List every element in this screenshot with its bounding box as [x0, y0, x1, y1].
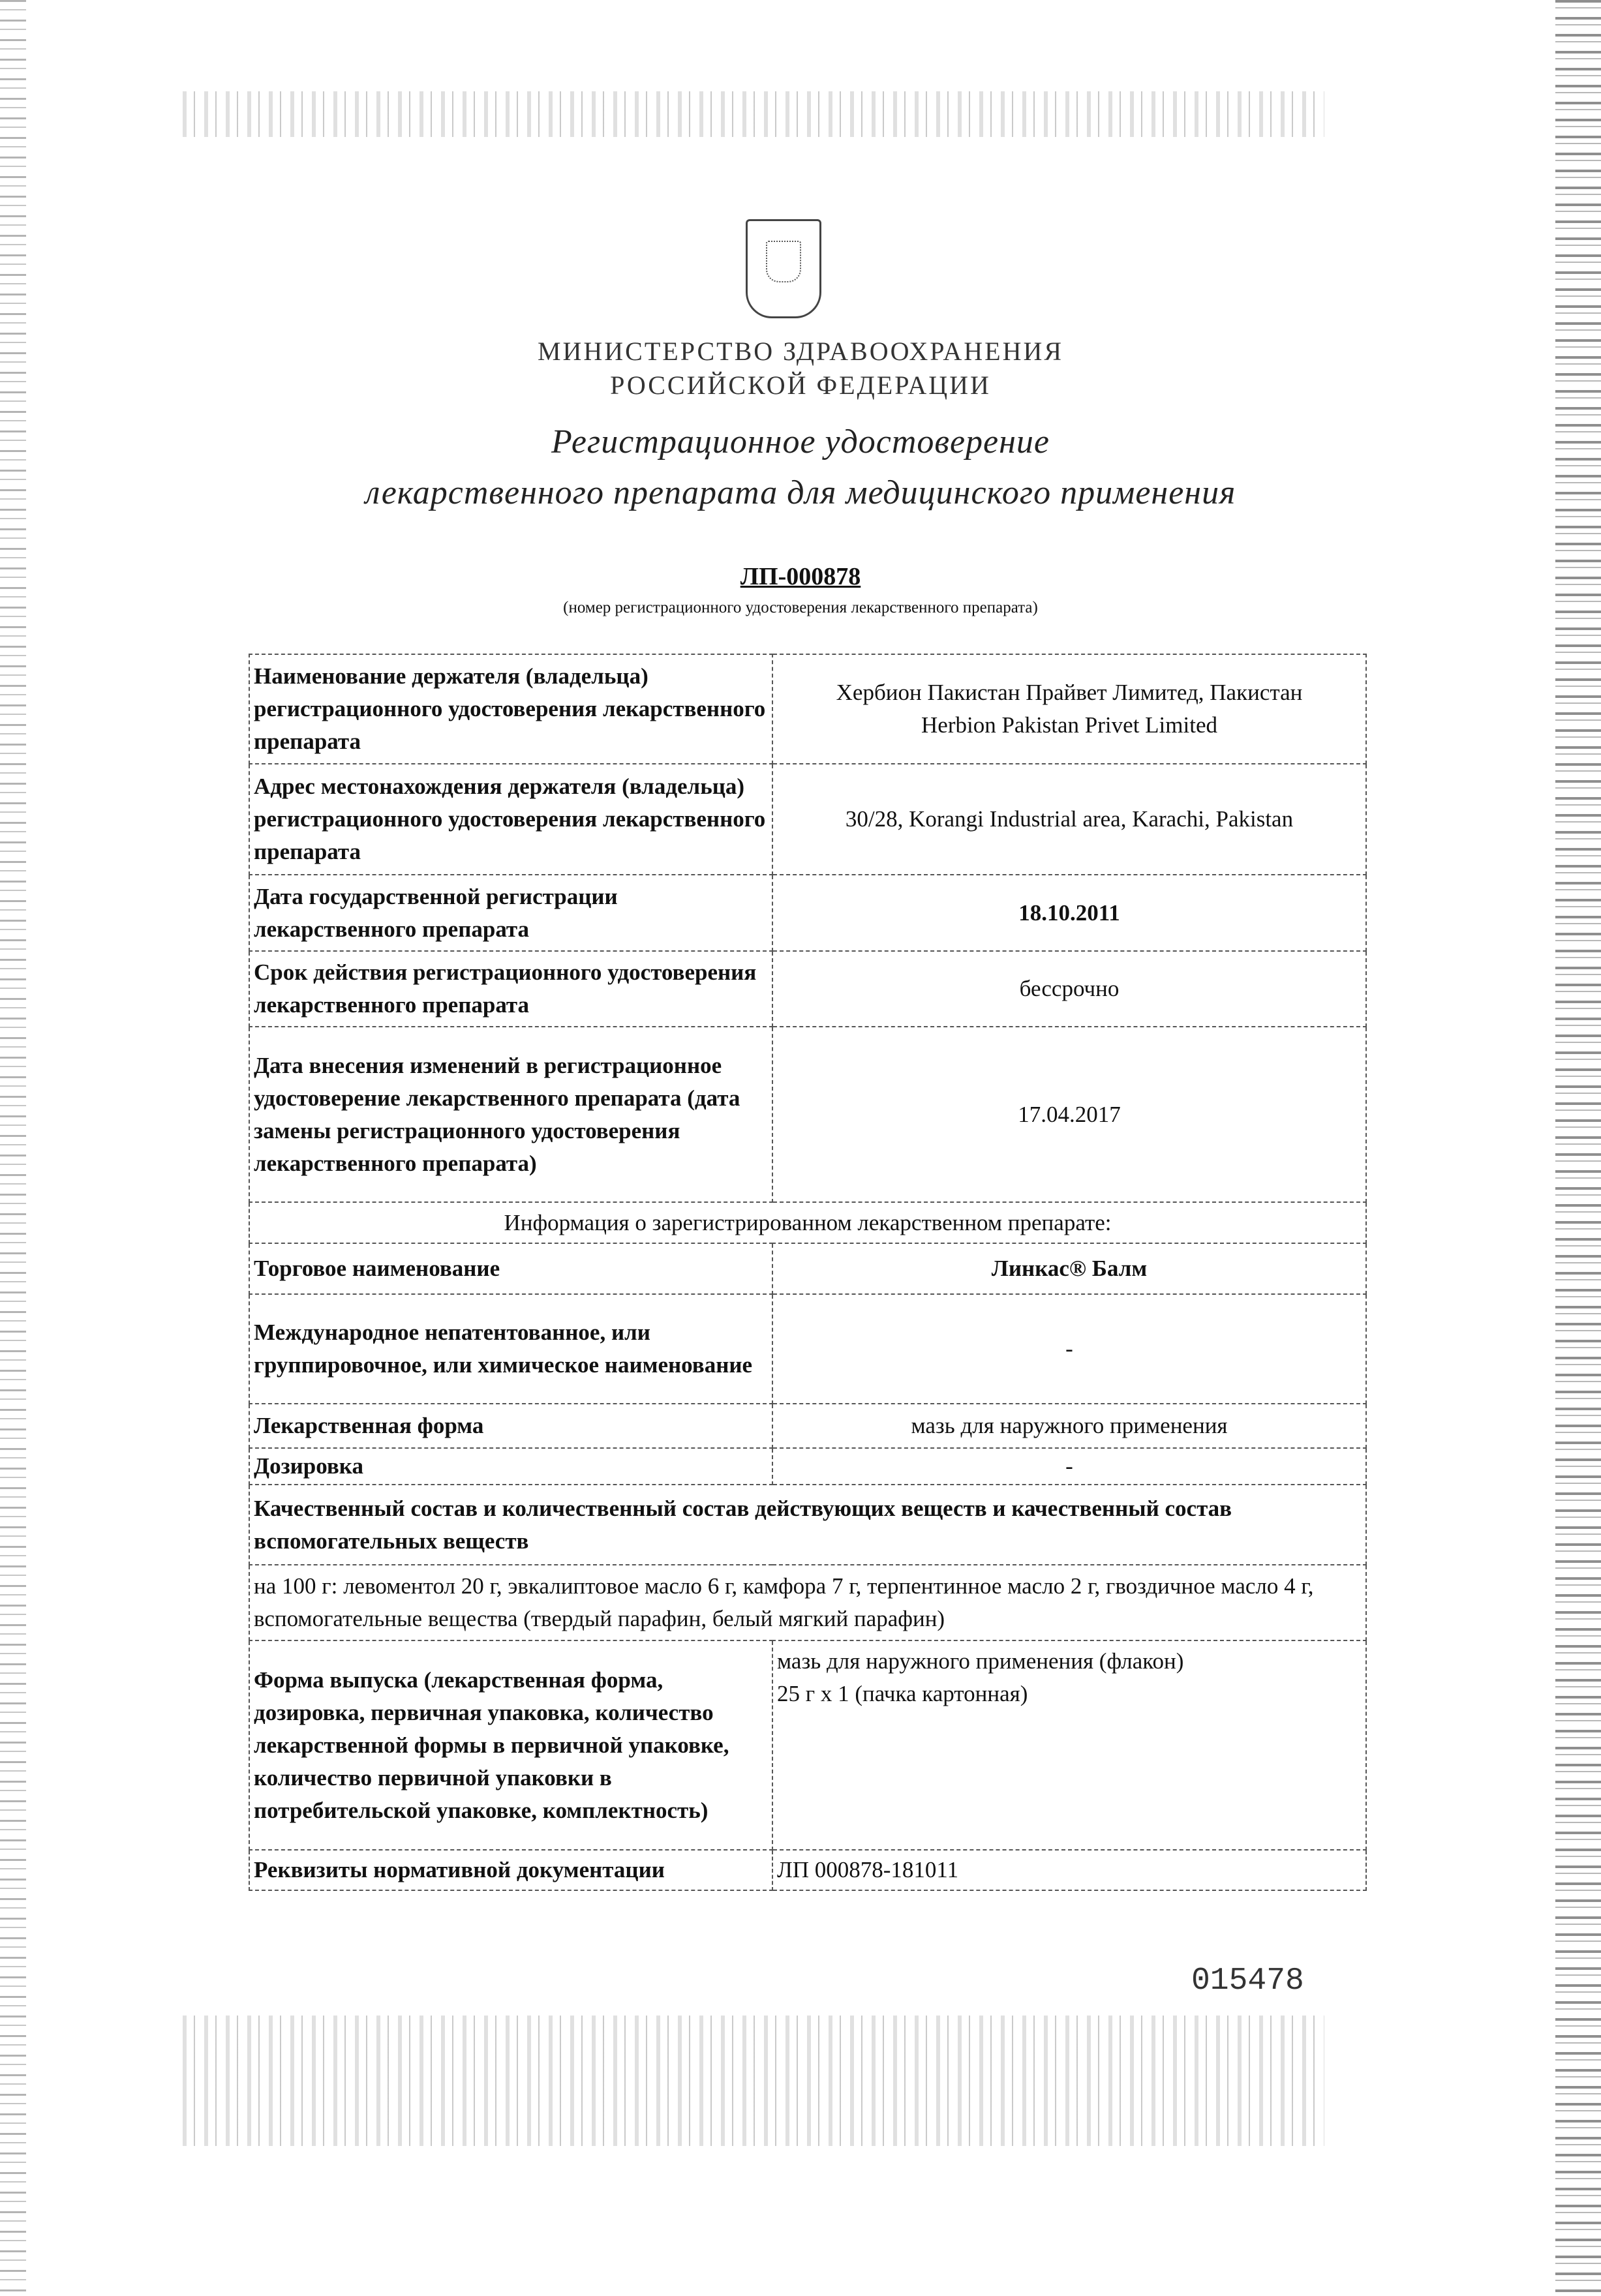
table-row: [249, 875, 1366, 951]
table-row: [249, 951, 1366, 1027]
document-title-line2: лекарственного препарата для медицинского применения: [365, 474, 1236, 511]
coat-of-arms-emblem: [746, 219, 821, 318]
dosage-form-label: Лекарственная форма: [249, 1404, 772, 1448]
holder-name-value: Хербион Пакистан Прайвет Лимитед, Пакистан Herbion Pakistan Privet Limited: [772, 654, 1366, 764]
table-row: [249, 1294, 1366, 1404]
table-row: [249, 654, 1366, 764]
registration-table: [249, 654, 1367, 1891]
table-row: [249, 764, 1366, 875]
serial-number: 015478: [1191, 1963, 1304, 1999]
inn-value: -: [772, 1294, 1366, 1404]
info-heading: Информация о зарегистрированном лекарственном препарате:: [249, 1202, 1366, 1243]
dosage-label: Дозировка: [249, 1448, 772, 1485]
table-row: [249, 1485, 1366, 1565]
table-row: [249, 1448, 1366, 1485]
trade-name-value: Линкас® Балм: [772, 1243, 1366, 1294]
ministry-name-line1: МИНИСТЕРСТВО ЗДРАВООХРАНЕНИЯ: [537, 337, 1064, 366]
table-row: [249, 1027, 1366, 1202]
dosage-form-value: мазь для наружного применения: [772, 1404, 1366, 1448]
holder-address-value: 30/28, Korangi Industrial area, Karachi, Pakistan: [772, 764, 1366, 875]
composition-value: на 100 г: левоментол 20 г, эвкалиптовое масло 6 г, камфора 7 г, терпентинное масло 2 г, гвоздичное масло 4 г, вспомогательные вещества (твердый парафин, белый мягкий парафин): [249, 1565, 1366, 1640]
ministry-name-line2: РОССИЙСКОЙ ФЕДЕРАЦИИ: [610, 370, 991, 400]
table-row: [249, 1243, 1366, 1294]
table-row: [249, 1850, 1366, 1890]
registration-date-label: Дата государственной регистрации лекарственного препарата: [249, 875, 772, 951]
table-row: [249, 1565, 1366, 1640]
registration-number-caption: (номер регистрационного удостоверения лекарственного препарата): [563, 599, 1038, 616]
release-form-label: Форма выпуска (лекарственная форма, дозировка, первичная упаковка, количество лекарственной формы в первичной упаковке, количество первичной упаковки в потребительской упаковке, комплектность): [249, 1640, 772, 1850]
document-title-line1: Регистрационное удостоверение: [551, 423, 1050, 461]
holder-name-label: Наименование держателя (владельца) регистрационного удостоверения лекарственного препарата: [249, 654, 772, 764]
validity-value: бессрочно: [772, 951, 1366, 1027]
normative-docs-label: Реквизиты нормативной документации: [249, 1850, 772, 1890]
table-row: [249, 1404, 1366, 1448]
holder-address-label: Адрес местонахождения держателя (владельца) регистрационного удостоверения лекарственного препарата: [249, 764, 772, 875]
change-date-value: 17.04.2017: [772, 1027, 1366, 1202]
inn-label: Международное непатентованное, или группировочное, или химическое наименование: [249, 1294, 772, 1404]
dosage-value: -: [772, 1448, 1366, 1485]
scan-noise-top: [183, 91, 1324, 137]
table-row: [249, 1640, 1366, 1850]
table-row: [249, 1202, 1366, 1243]
registration-date-value: 18.10.2011: [772, 875, 1366, 951]
normative-docs-value: ЛП 000878-181011: [772, 1850, 1366, 1890]
change-date-label: Дата внесения изменений в регистрационное удостоверение лекарственного препарата (дата замены регистрационного удостоверения лекарственного препарата): [249, 1027, 772, 1202]
release-form-line2: 25 г х 1 (пачка картонная): [777, 1681, 1028, 1706]
validity-label: Срок действия регистрационного удостоверения лекарственного препарата: [249, 951, 772, 1027]
release-form-line1: мазь для наружного применения (флакон): [777, 1648, 1184, 1674]
registration-number: ЛП-000878: [740, 563, 861, 590]
scan-noise-bottom: [183, 2016, 1324, 2146]
release-form-value: [772, 1640, 1366, 1850]
trade-name-label: Торговое наименование: [249, 1243, 772, 1294]
composition-heading: Качественный состав и количественный состав действующих веществ и качественный состав вспомогательных веществ: [249, 1485, 1366, 1565]
